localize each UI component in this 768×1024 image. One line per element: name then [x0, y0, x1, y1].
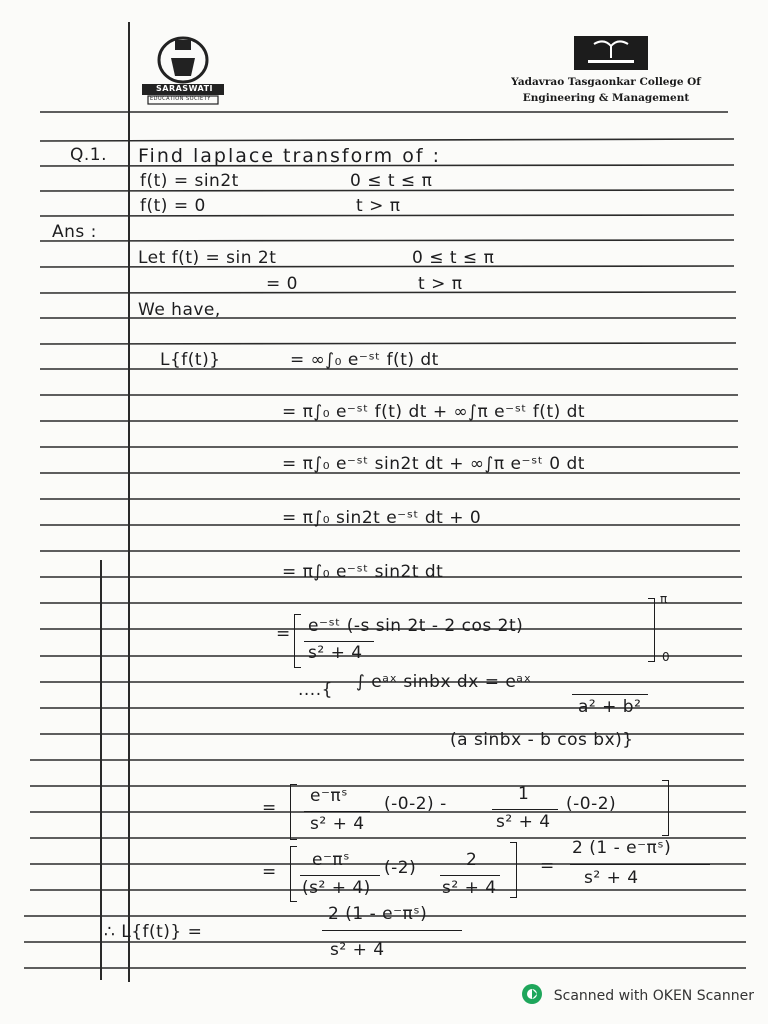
- step8-fraction-bar1: [300, 875, 380, 876]
- let2-rhs: t > π: [418, 274, 463, 294]
- ytcem-logo: [574, 36, 648, 70]
- step7-fraction-bar2: [492, 809, 558, 810]
- step7-bracket-left: [290, 784, 297, 840]
- step8-result-num: 2 (1 - e⁻πˢ): [572, 838, 672, 858]
- question-line2-lhs: f(t) = sin2t: [140, 171, 239, 191]
- we-have: We have,: [138, 300, 221, 320]
- step6-bracket-right: [648, 598, 655, 662]
- step6-den: s² + 4: [308, 643, 363, 663]
- final-den: s² + 4: [330, 940, 385, 960]
- step7-num2: 1: [518, 784, 530, 804]
- step8-bracket-right: [510, 842, 517, 898]
- question-label: Q.1.: [70, 145, 108, 165]
- step8-mid: (-2): [384, 858, 417, 878]
- oken-logo-icon: [520, 982, 544, 1010]
- step1: = ∞∫₀ e⁻ˢᵗ f(t) dt: [290, 350, 439, 370]
- step7-mid1: (-0-2) -: [384, 794, 447, 814]
- step8-equals: =: [262, 862, 277, 882]
- formula-den: a² + b²: [578, 697, 642, 717]
- step6-limit-bottom: 0: [662, 650, 671, 664]
- answer-label: Ans :: [52, 222, 97, 242]
- step8-bracket-left: [290, 846, 297, 902]
- question-line3-lhs: f(t) = 0: [140, 196, 206, 216]
- formula-fraction-bar: [572, 694, 648, 695]
- left-logo-text: SARASWATI: [156, 84, 214, 93]
- step7-bracket-right: [662, 780, 669, 836]
- margin-line-lower: [100, 560, 102, 980]
- step8-result-fraction-bar: [570, 864, 710, 865]
- step7-den2: s² + 4: [496, 812, 551, 832]
- step6-limit-top: π: [660, 592, 668, 606]
- left-logo-subtext: EDUCATION SOCIETY: [150, 96, 211, 102]
- margin-line: [128, 22, 130, 982]
- step8-num2: 2: [466, 850, 478, 870]
- step8-den2: s² + 4: [442, 878, 497, 898]
- step7-num1: e⁻πˢ: [310, 786, 349, 806]
- question-line3-rhs: t > π: [356, 196, 401, 216]
- college-line1: Yadavrao Tasgaonkar College Of: [511, 76, 701, 88]
- formula-prefix: ....{: [298, 680, 333, 700]
- step5: = π∫₀ e⁻ˢᵗ sin2t dt: [282, 562, 444, 582]
- step8-result-equals: =: [540, 856, 555, 876]
- let-lhs: Let f(t) = sin 2t: [138, 248, 277, 268]
- step8-result-den: s² + 4: [584, 868, 639, 888]
- college-line2: Engineering & Management: [522, 92, 690, 104]
- step6-fraction-bar: [304, 641, 374, 642]
- step6-equals: =: [276, 624, 291, 644]
- step7-den1: s² + 4: [310, 814, 365, 834]
- step1-lhs: L{f(t)}: [160, 350, 221, 370]
- question-line1: Find laplace transform of :: [138, 145, 441, 167]
- step8-fraction-bar2: [440, 875, 500, 876]
- let2-lhs: = 0: [266, 274, 298, 294]
- step2: = π∫₀ e⁻ˢᵗ f(t) dt + ∞∫π e⁻ˢᵗ f(t) dt: [282, 402, 586, 422]
- step8-num1: e⁻πˢ: [312, 850, 351, 870]
- step3: = π∫₀ e⁻ˢᵗ sin2t dt + ∞∫π e⁻ˢᵗ 0 dt: [282, 454, 585, 474]
- step7-tail: (-0-2): [566, 794, 617, 814]
- question-line2-rhs: 0 ≤ t ≤ π: [350, 171, 433, 191]
- scanner-label: Scanned with OKEN Scanner: [553, 988, 754, 1004]
- step7-equals: =: [262, 798, 277, 818]
- final-num: 2 (1 - e⁻πˢ): [328, 904, 428, 924]
- saraswati-logo: [138, 30, 228, 108]
- final-fraction-bar: [322, 930, 462, 931]
- college-name: [486, 74, 726, 106]
- formula-tail: (a sinbx - b cos bx)}: [450, 730, 634, 750]
- scanner-watermark: [520, 982, 754, 1010]
- step8-den1: (s² + 4): [302, 878, 371, 898]
- final-lhs: ∴ L{f(t)} =: [104, 922, 203, 942]
- step7-fraction-bar1: [304, 811, 370, 812]
- step6-bracket-left: [294, 614, 301, 668]
- let-rhs: 0 ≤ t ≤ π: [412, 248, 495, 268]
- step6-num: e⁻ˢᵗ (-s sin 2t - 2 cos 2t): [308, 616, 524, 636]
- formula-num: ∫ eᵃˣ sinbx dx = eᵃˣ: [356, 672, 532, 692]
- step4: = π∫₀ sin2t e⁻ˢᵗ dt + 0: [282, 508, 482, 528]
